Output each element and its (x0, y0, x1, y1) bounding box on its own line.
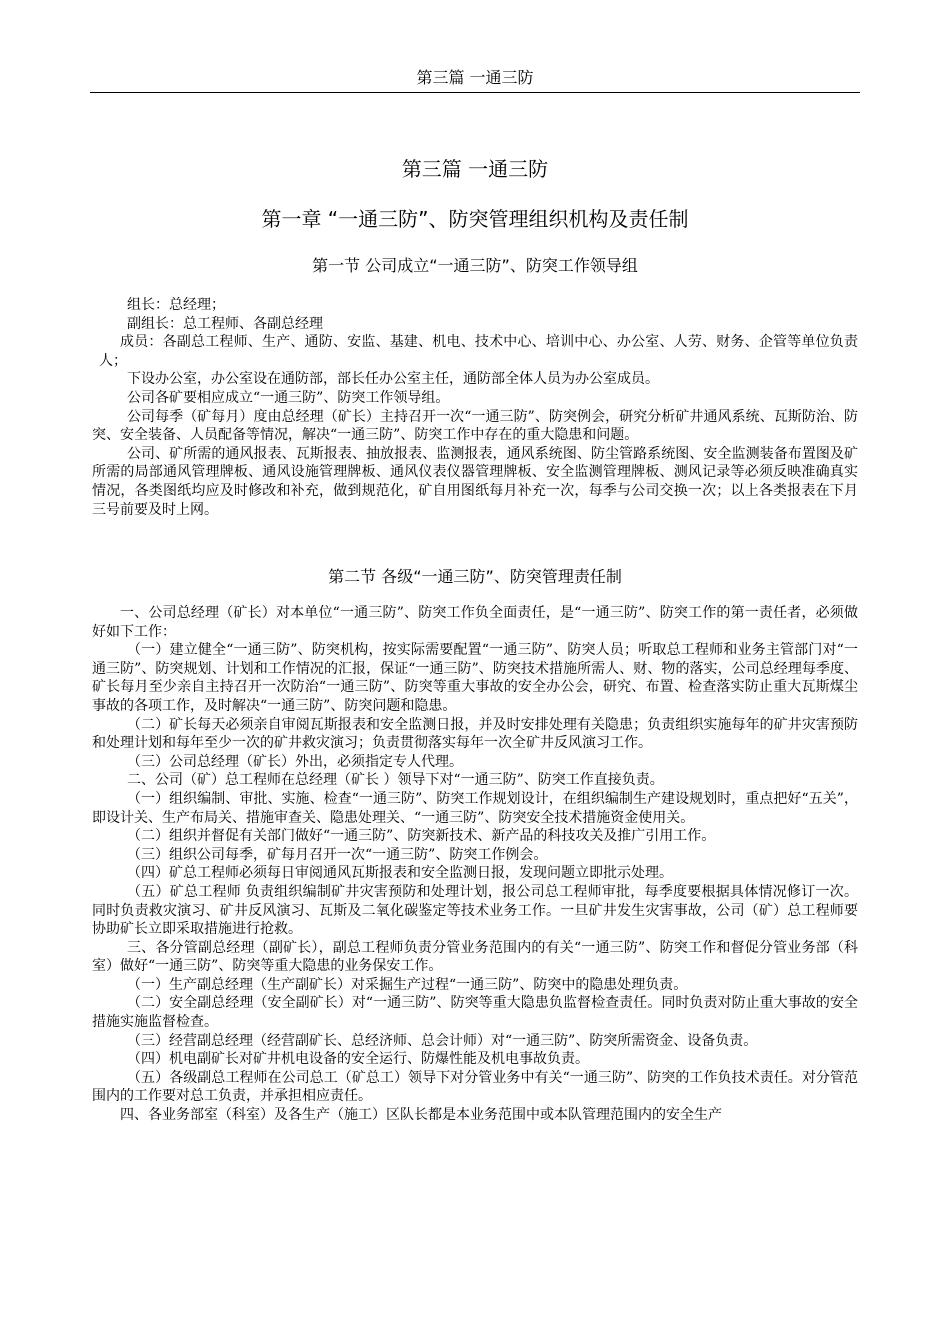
paragraph: （四）机电副矿长对矿井机电设备的安全运行、防爆性能及机电事故负责。 (127, 1051, 589, 1068)
paragraph: 成员：各副总工程师、生产、通防、安监、基建、机电、技术中心、培训中心、办公室、人劳、财务、企管等单位负责人； (99, 334, 858, 369)
paragraph: （三）组织公司每季，矿每月召开一次“一通三防”、防突工作例会。 (127, 846, 548, 863)
paragraph: 公司各矿要相应成立“一通三防”、防突工作领导组。 (127, 389, 450, 406)
paragraph: （一）建立健全“一通三防”、防突机构，按实际需要配置“一通三防”、防突人员；听取总工程师和业务主管部门对“一通三防”、防突规划、计划和工作情况的汇报，保证“一通三防”、防突技术措施所需人、财、物的落实，公司总经理每季度、矿长每月至少亲自主持召开一次防治“一通三防”、防突等重大事故的安全办公会，研究、布置、检查落实防止重大瓦斯煤尘事故的各项工作，及时解决“一通三防”、防突问题和隐患。 (92, 642, 858, 714)
paragraph: （一）组织编制、审批、实施、检查“一通三防”、防突工作规划设计，在组织编制生产建设规划时，重点把好“五关”，即设计关、生产布局关、措施审查关、隐患处理关、“一通三防”、防突安全技术措施资金使用关。 (92, 790, 858, 826)
paragraph: 二、公司（矿）总工程师在总经理（矿长 ）领导下对“一通三防”、防突工作直接负责。 (127, 772, 664, 789)
paragraph: 副组长：总工程师、各副总经理 (127, 315, 323, 332)
paragraph: 公司、矿所需的通风报表、瓦斯报表、抽放报表、监测报表，通风系统图、防尘管路系统图、安全监测装备布置图及矿所需的局部通风管理牌板、通风设施管理牌板、通风仪表仪器管理牌板、安全监测管理牌板、测风记录等必须反映准确真实情况，各类图纸均应及时修改和补充，做到规范化，矿自用图纸每月补充一次，每季与公司交换一次；以上各类报表在下月三号前要及时上网。 (92, 445, 858, 518)
paragraph: （一）生产副总经理（生产副矿长）对采掘生产过程“一通三防”、防突中的隐患处理负责。 (127, 976, 688, 993)
paragraph: 组长：总经理； (127, 297, 225, 313)
section-2-title: 第二节 各级“一通三防”、防突管理责任制 (328, 567, 622, 586)
paragraph: （三）经营副总经理（经营副矿长、总经济师、总会计师）对“一通三防”、防突所需资金、设备负责。 (127, 1032, 758, 1049)
section-1-body (92, 296, 858, 519)
chapter-title: 第一章 “一通三防”、防突管理组织机构及责任制 (261, 207, 689, 231)
paragraph: 四、各业务部室（科室）及各生产（施工）区队长都是本业务范围中或本队管理范围内的安全生产 (120, 1107, 722, 1124)
paragraph: （二）矿长每天必须亲自审阅瓦斯报表和安全监测日报，并及时安排处理有关隐患；负责组织实施每年的矿井灾害预防和处理计划和每年至少一次的矿井救灾演习；负责贯彻落实每年一次全矿井反风演习工作。 (92, 716, 858, 752)
paragraph: （二）组织并督促有关部门做好“一通三防”、防突新技术、新产品的科技攻关及推广引用工作。 (127, 828, 716, 845)
paragraph: （五）各级副总工程师在公司总工（矿总工）领导下对分管业务中有关“一通三防”、防突的工作负技术责任。对分管范围内的工作要对总工负责，并承担相应责任。 (92, 1069, 858, 1105)
paragraph: （五）矿总工程师 负责组织编制矿井灾害预防和处理计划，报公司总工程师审批，每季度要根据具体情况修订一次。同时负责救灾演习、矿井反风演习、瓦斯及二氧化碳鉴定等技术业务工作。一旦矿井发生灾害事故，公司（矿）总工程师要协助矿长立即采取措施进行抢救。 (92, 883, 858, 938)
section-2-body (92, 604, 858, 1125)
paragraph: （四）矿总工程师必须每日审阅通风瓦斯报表和安全监测日报，发现问题立即批示处理。 (127, 865, 673, 882)
paragraph: （三）公司总经理（矿长）外出，必须指定专人代理。 (127, 753, 463, 770)
paragraph: 公司每季（矿每月）度由总经理（矿长）主持召开一次“一通三防”、防突例会，研究分析矿井通风系统、瓦斯防治、防突、安全装备、人员配备等情况，解决“一通三防”、防突工作中存在的重大隐患和问题。 (92, 408, 858, 444)
paragraph: 一、公司总经理（矿长）对本单位“一通三防”、防突工作负全面责任，是“一通三防”、防突工作的第一责任者，必须做好如下工作： (92, 605, 858, 640)
paragraph: 下设办公室，办公室设在通防部，部长任办公室主任，通防部全体人员为办公室成员。 (127, 371, 659, 388)
header-rule (90, 92, 860, 93)
paragraph: （二）安全副总经理（安全副矿长）对“一通三防”、防突等重大隐患负监督检查责任。同时负责对防止重大事故的安全措施实施监督检查。 (92, 995, 858, 1031)
part-title: 第三篇 一通三防 (401, 157, 549, 181)
running-header: 第三篇 一通三防 (416, 68, 534, 87)
paragraph: 三、各分管副总经理（副矿长），副总工程师负责分管业务范围内的有关“一通三防”、防突工作和督促分管业务部（科室）做好“一通三防”、防突等重大隐患的业务保安工作。 (92, 939, 858, 975)
section-1-title: 第一节 公司成立“一通三防”、防突工作领导组 (312, 256, 638, 275)
